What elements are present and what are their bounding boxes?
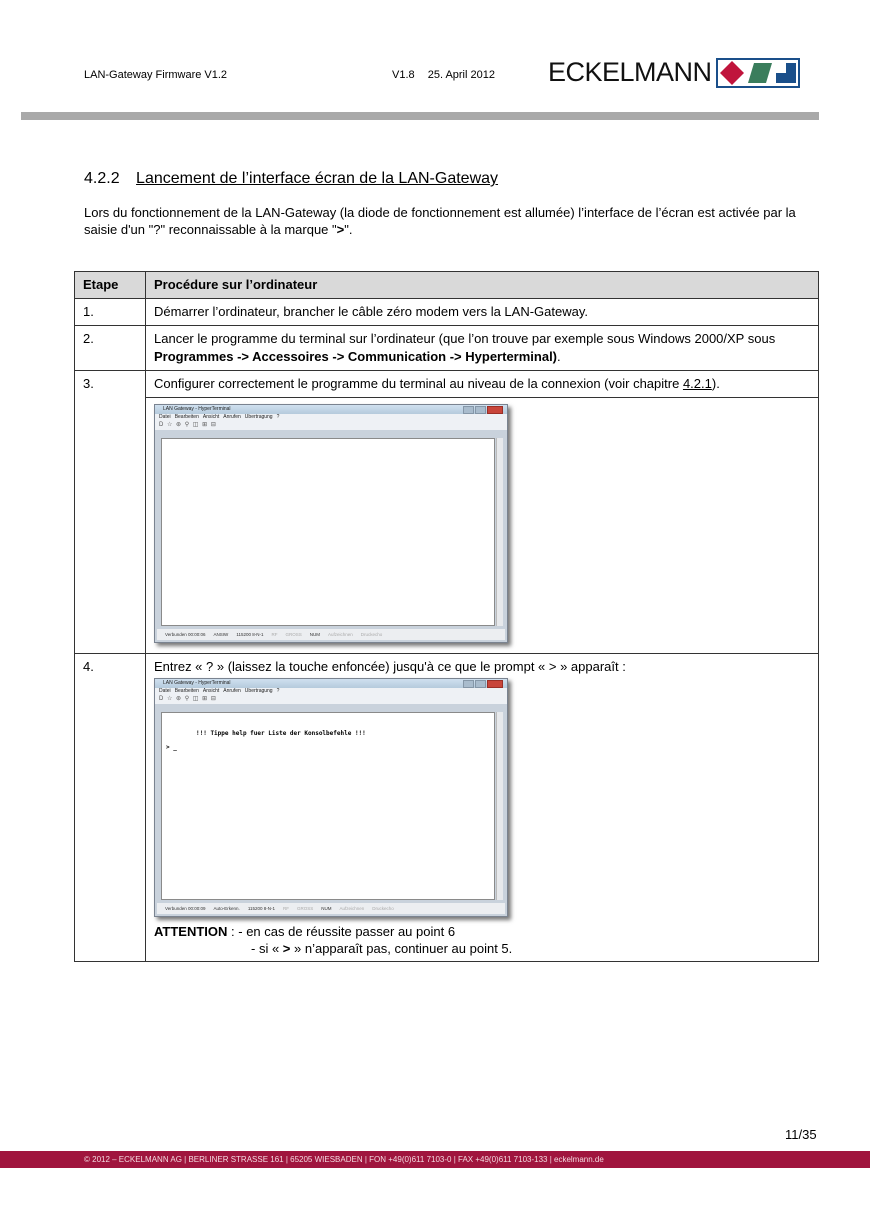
attention-text-2c: » n’apparaît pas, continuer au point 5. bbox=[290, 941, 513, 956]
window-title: LAN Gateway - HyperTerminal bbox=[163, 680, 231, 686]
step2-menu-path: Programmes -> Accessoires -> Communication -> Hyperterminal) bbox=[154, 349, 558, 364]
scrollbar bbox=[496, 438, 503, 626]
maximize-icon bbox=[475, 406, 486, 414]
section-number: 4.2.2 bbox=[84, 170, 120, 187]
minimize-icon bbox=[463, 680, 474, 688]
terminal-message: !!! Tippe help fuer Liste der Konsolbefehle !!! bbox=[196, 730, 366, 737]
terminal-area bbox=[161, 438, 495, 626]
status-indicator: NUM bbox=[321, 906, 332, 911]
intro-text: Lors du fonctionnement de la LAN-Gateway (la diode de fonctionnement est allumée) l’interface de l’écran est activée par la saisie d'un "?" reconnaissable à la marque " bbox=[84, 205, 796, 237]
table-row bbox=[75, 654, 819, 962]
attention-text-1: : - en cas de réussite passer au point 6 bbox=[227, 924, 456, 939]
attention-text-2a: - si « bbox=[251, 941, 283, 956]
intro-end: ". bbox=[344, 222, 353, 237]
window-toolbar: D ☆ ⊛ ⚲ ◫ ⊞ ⊟ bbox=[155, 695, 507, 704]
page-number: 11/35 bbox=[785, 1127, 817, 1142]
status-baud: 115200 8-N-1 bbox=[236, 632, 264, 637]
menu-item: Datei bbox=[159, 414, 171, 420]
close-icon bbox=[487, 680, 503, 688]
step4-text: Entrez « ? » (laissez la touche enfoncée) jusqu'à ce que le prompt « > » apparaît : bbox=[154, 659, 626, 674]
chapter-link[interactable]: 4.2.1 bbox=[682, 376, 712, 391]
step-text bbox=[146, 371, 819, 398]
attention-line-2 bbox=[154, 940, 810, 957]
hyperterminal-screenshot-2 bbox=[154, 678, 508, 917]
menu-item: Übertragung bbox=[244, 688, 273, 694]
status-indicator: Aufzeichnen bbox=[328, 632, 353, 637]
footer-text: © 2012 – ECKELMANN AG | BERLINER STRASSE 161 | 65205 WIESBADEN | FON +49(0)611 7103-0 | FAX +49(0)611 7103-133 | eckelmann.de bbox=[84, 1155, 604, 1164]
window-title: LAN Gateway - HyperTerminal bbox=[163, 406, 231, 412]
menu-item: ? bbox=[276, 414, 280, 420]
header-version-date bbox=[392, 69, 505, 81]
footer-bar bbox=[0, 1151, 870, 1168]
status-indicator: RF bbox=[271, 632, 278, 637]
logo-mark-icon bbox=[716, 58, 800, 88]
step-text: Démarrer l’ordinateur, brancher le câble zéro modem vers la LAN-Gateway. bbox=[146, 299, 819, 326]
window-toolbar: D ☆ ⊛ ⚲ ◫ ⊞ ⊟ bbox=[155, 421, 507, 430]
intro-paragraph bbox=[84, 204, 814, 238]
status-emulation: Auto-Erkenn. bbox=[213, 906, 240, 911]
status-connected: Verbunden 00:00:09 bbox=[165, 906, 206, 911]
logo-text: ECKELMANN bbox=[548, 57, 712, 87]
status-indicator: NUM bbox=[309, 632, 321, 637]
section-title: Lancement de l’interface écran de la LAN-Gateway bbox=[136, 170, 499, 187]
step3-text: Configurer correctement le programme du terminal au niveau de la connexion (voir chapitre bbox=[154, 376, 683, 391]
screenshot-cell bbox=[146, 398, 819, 654]
status-indicator: RF bbox=[283, 906, 289, 911]
intro-mark: > bbox=[336, 222, 345, 237]
menu-item: Bearbeiten bbox=[174, 414, 199, 420]
menu-item: Anrufen bbox=[223, 414, 241, 420]
procedure-table bbox=[74, 271, 819, 962]
table-header-row bbox=[75, 272, 819, 299]
menu-item: Bearbeiten bbox=[174, 688, 199, 694]
step-number: 3. bbox=[75, 371, 146, 654]
status-indicator: Aufzeichnen bbox=[339, 906, 365, 911]
section-heading bbox=[84, 170, 498, 188]
window-controls bbox=[463, 406, 503, 414]
terminal-prompt: > _ bbox=[166, 744, 177, 751]
status-indicator: Druckecho bbox=[360, 632, 383, 637]
status-bar bbox=[157, 629, 505, 640]
close-icon bbox=[487, 406, 503, 414]
window-titlebar bbox=[155, 679, 507, 688]
maximize-icon bbox=[475, 680, 486, 688]
step-number: 4. bbox=[75, 654, 146, 962]
menu-item: ? bbox=[276, 688, 280, 694]
hyperterminal-screenshot-1 bbox=[154, 404, 508, 643]
status-indicator: GROSS bbox=[285, 632, 302, 637]
status-connected: Verbunden 00:00:06 bbox=[165, 632, 206, 637]
menu-item: Datei bbox=[159, 688, 171, 694]
menu-item: Anrufen bbox=[223, 688, 241, 694]
header-version: V1.8 bbox=[392, 69, 415, 81]
attention-label: ATTENTION bbox=[154, 924, 228, 939]
terminal-area bbox=[161, 712, 495, 900]
step2-text: Lancer le programme du terminal sur l’ordinateur (que l’on trouve par exemple sous Windows 2000/XP sous bbox=[154, 331, 776, 346]
menu-item: Ansicht bbox=[202, 688, 220, 694]
attention-text-2b: > bbox=[282, 941, 291, 956]
window-menubar bbox=[155, 688, 507, 695]
menu-item: Ansicht bbox=[202, 414, 220, 420]
status-baud: 115200 8-N-1 bbox=[247, 906, 275, 911]
status-emulation: ANSIW bbox=[213, 632, 229, 637]
attention-line-1 bbox=[154, 923, 810, 940]
header-doc-title: LAN-Gateway Firmware V1.2 bbox=[84, 69, 228, 81]
step-text bbox=[146, 326, 819, 371]
menu-item: Übertragung bbox=[244, 414, 273, 420]
window-controls bbox=[463, 680, 503, 688]
scrollbar bbox=[496, 712, 503, 900]
step3-end: ). bbox=[711, 376, 720, 391]
step-number: 2. bbox=[75, 326, 146, 371]
window-titlebar bbox=[155, 405, 507, 414]
status-bar bbox=[157, 903, 505, 914]
header-rule bbox=[21, 112, 819, 120]
window-menubar bbox=[155, 414, 507, 421]
status-indicator: GROSS bbox=[297, 906, 314, 911]
table-row bbox=[75, 371, 819, 398]
minimize-icon bbox=[463, 406, 474, 414]
column-header-procedure: Procédure sur l’ordinateur bbox=[146, 272, 819, 299]
step-text bbox=[146, 654, 819, 962]
table-row bbox=[75, 299, 819, 326]
step-number: 1. bbox=[75, 299, 146, 326]
step2-end: . bbox=[557, 349, 561, 364]
attention-note bbox=[154, 923, 810, 957]
header-date: 25. April 2012 bbox=[427, 69, 495, 81]
table-row bbox=[75, 398, 819, 654]
status-indicator: Druckecho bbox=[372, 906, 394, 911]
table-row bbox=[75, 326, 819, 371]
eckelmann-logo bbox=[548, 57, 800, 88]
column-header-step: Etape bbox=[75, 272, 146, 299]
